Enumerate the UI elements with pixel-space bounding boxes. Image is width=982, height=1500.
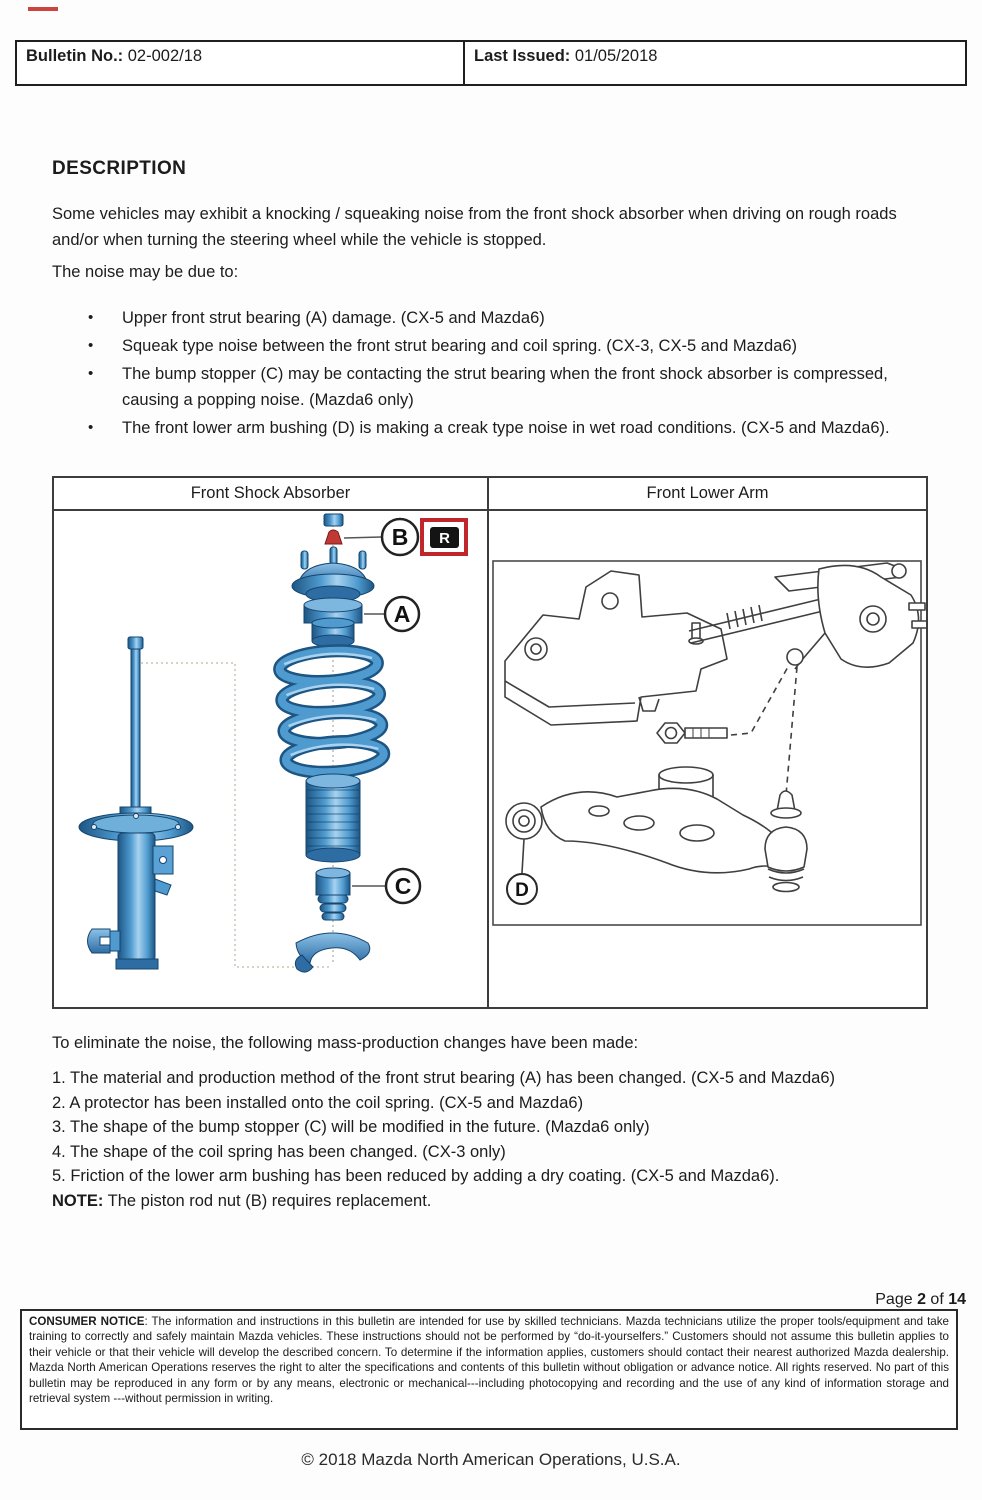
note-line — [52, 1189, 968, 1214]
change-item: 2. A protector has been installed onto the coil spring. (CX-5 and Mazda6) — [52, 1093, 584, 1112]
page-total: 14 — [948, 1291, 966, 1308]
dust-boot-part — [306, 774, 360, 862]
change-item: 5. Friction of the lower arm bushing has been reduced by adding a dry coating. (CX-5 and Mazda6). — [52, 1167, 780, 1185]
last-issued-cell — [465, 42, 965, 84]
shock-absorber-diagram-cell — [54, 511, 489, 1007]
list-item-text: The bump stopper (C) may be contacting the strut bearing when the front shock absorber is compressed, causing a popping noise. (Mazda6 only) — [122, 365, 888, 409]
page-label: Page — [875, 1291, 918, 1308]
bulletin-header-table — [15, 40, 967, 86]
replacement-required-icon — [422, 520, 466, 554]
noise-cause-lead: The noise may be due to: — [52, 263, 239, 281]
consumer-notice-label: CONSUMER NOTICE — [29, 1315, 145, 1328]
page-indicator — [875, 1291, 966, 1309]
strut-mount-part — [292, 547, 374, 602]
page-current: 2 — [917, 1291, 926, 1308]
svg-text:B: B — [391, 524, 409, 550]
bullet-icon: • — [88, 419, 94, 436]
piston-rod-nut-b — [325, 530, 342, 544]
change-item: 1. The material and production method of the front strut bearing (A) has been changed. (CX-5 and Mazda6) — [52, 1069, 835, 1087]
noise-cause-list — [88, 305, 916, 443]
strut-bearing-part-a — [304, 598, 362, 647]
callout-b — [382, 519, 418, 555]
lower-arm-bushing-part-d — [506, 803, 542, 839]
last-issued-value: 01/05/2018 — [570, 47, 658, 65]
bulletin-number-value: 02-002/18 — [123, 47, 203, 65]
coil-spring-part — [279, 648, 385, 776]
figure-header-lower-arm: Front Lower Arm — [646, 484, 769, 502]
svg-text:A: A — [393, 601, 411, 627]
lower-arm-line-diagram — [489, 511, 926, 1007]
svg-text:C: C — [394, 873, 412, 899]
callout-b-leader-line — [344, 537, 381, 538]
assembled-strut — [79, 637, 193, 969]
callout-a — [385, 597, 419, 631]
svg-text:R: R — [439, 530, 450, 547]
changes-intro: To eliminate the noise, the following mass-production changes have been made: — [52, 1034, 639, 1052]
figure-header-row — [54, 478, 926, 511]
list-item — [88, 333, 916, 359]
lower-arm-diagram-cell — [489, 511, 926, 1007]
figure-header-shock-absorber: Front Shock Absorber — [54, 478, 489, 509]
list-item-text: The front lower arm bushing (D) is making a creak type noise in wet road conditions. (CX-5 and Mazda6). — [122, 419, 890, 437]
note-label: NOTE: — [52, 1191, 104, 1210]
consumer-notice-text: : The information and instructions in this bulletin are intended for use by skilled technicians. Mazda technicians utilize the proper tools/equipment and take training to correctly and safely maintain Mazda vehicles. These instructions should not be performed by “do-it-yourselfers.” Customers should not assume this bulletin applies to their vehicle or that their vehicle will develop the described concern. To determine if the information applies, customers should contact their nearest authorized Mazda dealership. Mazda North American Operations reserves the right to alter the specifications and contents of this bulletin without obligation or advance notice. All rights reserved. No part of this bulletin may be reproduced in any form or by any means, electronic or mechanical---including photocopying and recording and the use of any kind of information storage and retrieval system ---without permission in writing. — [29, 1315, 949, 1406]
list-item — [88, 361, 916, 413]
copyright-footer: © 2018 Mazda North American Operations, U.S.A. — [301, 1450, 681, 1469]
callout-d — [507, 874, 537, 904]
change-item: 4. The shape of the coil spring has been changed. (CX-3 only) — [52, 1142, 506, 1161]
bullet-icon: • — [88, 309, 94, 326]
piston-rod-top-nut — [324, 514, 343, 526]
changes-list — [52, 1066, 968, 1213]
shock-absorber-exploded-diagram — [54, 511, 487, 1007]
parts-figure-table — [52, 476, 928, 1009]
bullet-icon: • — [88, 337, 94, 354]
bulletin-number-label: Bulletin No.: — [26, 47, 124, 65]
change-item: 3. The shape of the bump stopper (C) will be modified in the future. (Mazda6 only) — [52, 1118, 650, 1136]
bump-stopper-part-c — [316, 868, 350, 920]
bulletin-number-cell — [17, 42, 465, 84]
last-issued-label: Last Issued: — [474, 47, 571, 65]
list-item-text: Squeak type noise between the front strut bearing and coil spring. (CX-3, CX-5 and Mazda6) — [122, 337, 798, 355]
svg-text:D: D — [515, 880, 529, 901]
scan-artifact-mark — [28, 7, 58, 11]
consumer-notice-box — [20, 1309, 958, 1430]
list-item-text: Upper front strut bearing (A) damage. (CX-5 and Mazda6) — [122, 309, 545, 327]
figure-body-row — [54, 511, 926, 1007]
note-text: The piston rod nut (B) requires replacement. — [103, 1191, 432, 1210]
list-item — [88, 305, 916, 331]
list-item — [88, 415, 916, 441]
description-heading: DESCRIPTION — [52, 158, 187, 179]
page-of-label: of — [925, 1291, 949, 1308]
description-paragraph: Some vehicles may exhibit a knocking / squeaking noise from the front shock absorber when driving on rough roads and/or when turning the steering wheel while the vehicle is stopped. — [52, 205, 897, 249]
lower-spring-seat-part — [295, 933, 369, 972]
callout-c — [386, 869, 420, 903]
bullet-icon: • — [88, 365, 94, 382]
